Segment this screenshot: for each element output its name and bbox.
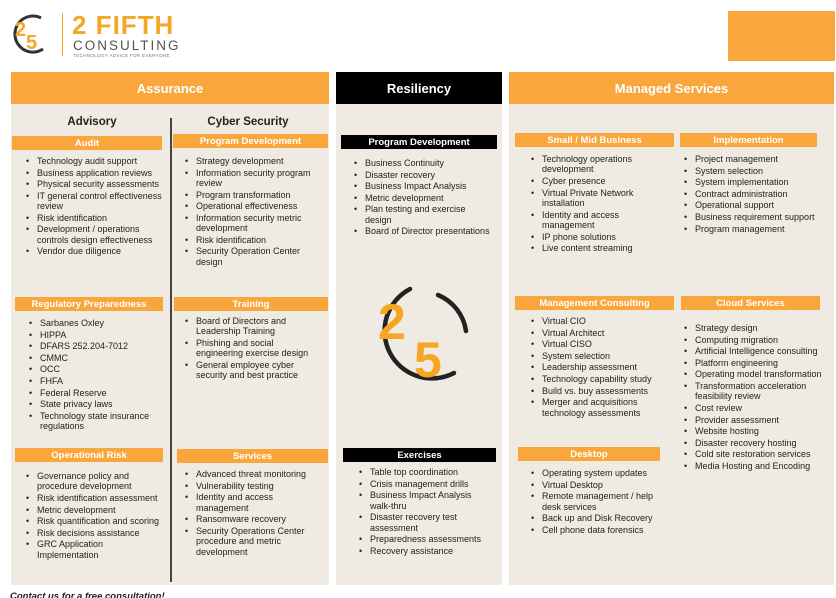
list-item: • Risk identification: [183, 235, 325, 245]
list-item: • Technology operations development: [529, 154, 674, 175]
audit-header: Audit: [12, 136, 162, 150]
list-item: • Live content streaming: [529, 243, 674, 253]
list-item: • Computing migration: [682, 335, 822, 345]
services-list: [183, 469, 325, 558]
svg-text:5: 5: [26, 32, 38, 54]
list-item: • Metric development: [352, 193, 492, 203]
cloud-services-header: Cloud Services: [681, 296, 820, 310]
list-item: • Operating system updates: [529, 468, 674, 478]
list-item: • Leadership assessment: [529, 362, 674, 372]
list-item: • Strategy design: [682, 323, 822, 333]
list-item: • Crisis management drills: [357, 479, 495, 489]
resiliency-program-development-header: Program Development: [341, 135, 497, 149]
list-item: • Technology capability study: [529, 374, 674, 384]
list-item: • OCC: [27, 364, 163, 374]
brand-mark-icon: [358, 281, 476, 383]
list-item: • Project management: [682, 154, 822, 164]
list-item: • Technology state insurance regulations: [27, 411, 163, 432]
list-item: • DFARS 252.204-7012: [27, 341, 163, 351]
management-consulting-header: Management Consulting: [515, 296, 674, 310]
list-item: • Media Hosting and Encoding: [682, 461, 822, 471]
list-item: • Business Continuity: [352, 158, 492, 168]
list-item: • Recovery assistance: [357, 546, 495, 556]
assurance-header: Assurance: [11, 72, 329, 104]
list-item: • IP phone solutions: [529, 232, 674, 242]
list-item: • Development / operations controls design effectiveness: [24, 224, 162, 245]
resiliency-header: Resiliency: [336, 72, 502, 104]
list-item: • Ransomware recovery: [183, 514, 325, 524]
list-item: • Operating model transformation: [682, 369, 822, 379]
list-item: • System selection: [682, 166, 822, 176]
implementation-list: [682, 154, 822, 235]
list-item: • Virtual Architect: [529, 328, 674, 338]
list-item: • Remote management / help desk services: [529, 491, 674, 512]
list-item: • Vendor due diligence: [24, 246, 162, 256]
list-item: • Transformation acceleration feasibility review: [682, 381, 822, 402]
list-item: • HIPPA: [27, 330, 163, 340]
list-item: • CMMC: [27, 353, 163, 363]
list-item: • Operational support: [682, 200, 822, 210]
operational-risk-list: [24, 471, 166, 561]
brand-subtitle: CONSULTING: [73, 38, 181, 53]
regulatory-list: [27, 318, 163, 433]
list-item: • Risk quantification and scoring: [24, 516, 166, 526]
assurance-column-divider: [170, 118, 172, 582]
list-item: • Contract administration: [682, 189, 822, 199]
exercises-header: Exercises: [343, 448, 496, 462]
list-item: • Virtual CISO: [529, 339, 674, 349]
desktop-list: [529, 468, 674, 536]
implementation-header: Implementation: [680, 133, 817, 147]
list-item: • Risk identification assessment: [24, 493, 166, 503]
cyber-security-title: Cyber Security: [207, 116, 289, 128]
list-item: • Board of Directors and Leadership Training: [183, 316, 323, 337]
training-header: Training: [174, 297, 328, 311]
logo-divider: [62, 13, 63, 56]
cloud-services-list: [682, 323, 822, 473]
list-item: • Cost review: [682, 403, 822, 413]
list-item: • Platform engineering: [682, 358, 822, 368]
list-item: • Sarbanes Oxley: [27, 318, 163, 328]
list-item: • Risk decisions assistance: [24, 528, 166, 538]
list-item: • Governance policy and procedure development: [24, 471, 166, 492]
list-item: • Federal Reserve: [27, 388, 163, 398]
list-item: • Back up and Disk Recovery: [529, 513, 674, 523]
list-item: • Identity and access management: [529, 210, 674, 231]
small-mid-business-header: Small / Mid Business: [515, 133, 674, 147]
cyber-program-development-header: Program Development: [173, 134, 328, 148]
operational-risk-header: Operational Risk: [15, 448, 163, 462]
list-item: • IT general control effectiveness review: [24, 191, 162, 212]
list-item: • Vulnerability testing: [183, 481, 325, 491]
brand-name: 2 FIFTH: [72, 10, 175, 40]
audit-list: [24, 156, 162, 258]
list-item: • Merger and acquisitions technology assessments: [529, 397, 674, 418]
list-item: • Program management: [682, 224, 822, 234]
list-item: • Virtual CIO: [529, 316, 674, 326]
list-item: • Virtual Private Network installation: [529, 188, 674, 209]
list-item: • Business Impact Analysis: [352, 181, 492, 191]
brand-logo-icon: [10, 10, 50, 60]
list-item: • Business Impact Analysis walk-thru: [357, 490, 495, 511]
list-item: • Business application reviews: [24, 168, 162, 178]
list-item: • Virtual Desktop: [529, 480, 674, 490]
list-item: • Business requirement support: [682, 212, 822, 222]
list-item: • System implementation: [682, 177, 822, 187]
cyber-program-development-list: [183, 156, 325, 268]
svg-text:5: 5: [414, 332, 442, 383]
svg-text:2: 2: [15, 19, 27, 41]
list-item: • Metric development: [24, 505, 166, 515]
exercises-list: [357, 467, 495, 557]
services-header: Services: [177, 449, 328, 463]
list-item: • Strategy development: [183, 156, 325, 166]
training-list: [183, 316, 323, 382]
list-item: • Security Operation Center design: [183, 246, 325, 267]
managed-services-header: Managed Services: [509, 72, 834, 104]
list-item: • General employee cyber security and best practice: [183, 360, 323, 381]
list-item: • Phishing and social engineering exercise design: [183, 338, 323, 359]
list-item: • Advanced threat monitoring: [183, 469, 325, 479]
list-item: • Information security metric development: [183, 213, 325, 234]
list-item: • Cold site restoration services: [682, 449, 822, 459]
list-item: • State privacy laws: [27, 399, 163, 409]
footer-contact-text: Contact us for a free consultation!: [10, 591, 165, 598]
management-consulting-list: [529, 316, 674, 419]
list-item: • Disaster recovery: [352, 170, 492, 180]
header-accent-box: [728, 11, 835, 61]
list-item: • Identity and access management: [183, 492, 325, 513]
regulatory-header: Regulatory Preparedness: [15, 297, 163, 311]
list-item: • Cell phone data forensics: [529, 525, 674, 535]
list-item: • Board of Director presentations: [352, 226, 492, 236]
list-item: • Plan testing and exercise design: [352, 204, 492, 225]
list-item: • Physical security assessments: [24, 179, 162, 189]
svg-text:2: 2: [378, 294, 406, 350]
list-item: • Artificial Intelligence consulting: [682, 346, 822, 356]
list-item: • Cyber presence: [529, 176, 674, 186]
list-item: • Risk identification: [24, 213, 162, 223]
list-item: • Disaster recovery test assessment: [357, 512, 495, 533]
list-item: • Build vs. buy assessments: [529, 386, 674, 396]
list-item: • GRC Application Implementation: [24, 539, 166, 560]
advisory-title: Advisory: [67, 116, 117, 128]
list-item: • FHFA: [27, 376, 163, 386]
brand-tagline: TECHNOLOGY ADVICE FOR EVERYONE: [73, 53, 170, 58]
list-item: • Operational effectiveness: [183, 201, 325, 211]
list-item: • Program transformation: [183, 190, 325, 200]
list-item: • Preparedness assessments: [357, 534, 495, 544]
resiliency-program-development-list: [352, 158, 492, 238]
list-item: • Technology audit support: [24, 156, 162, 166]
list-item: • Website hosting: [682, 426, 822, 436]
list-item: • Information security program review: [183, 168, 325, 189]
list-item: • Disaster recovery hosting: [682, 438, 822, 448]
list-item: • Table top coordination: [357, 467, 495, 477]
list-item: • Provider assessment: [682, 415, 822, 425]
list-item: • Security Operations Center procedure and metric development: [183, 526, 325, 557]
small-mid-business-list: [529, 154, 674, 255]
desktop-header: Desktop: [518, 447, 660, 461]
list-item: • System selection: [529, 351, 674, 361]
